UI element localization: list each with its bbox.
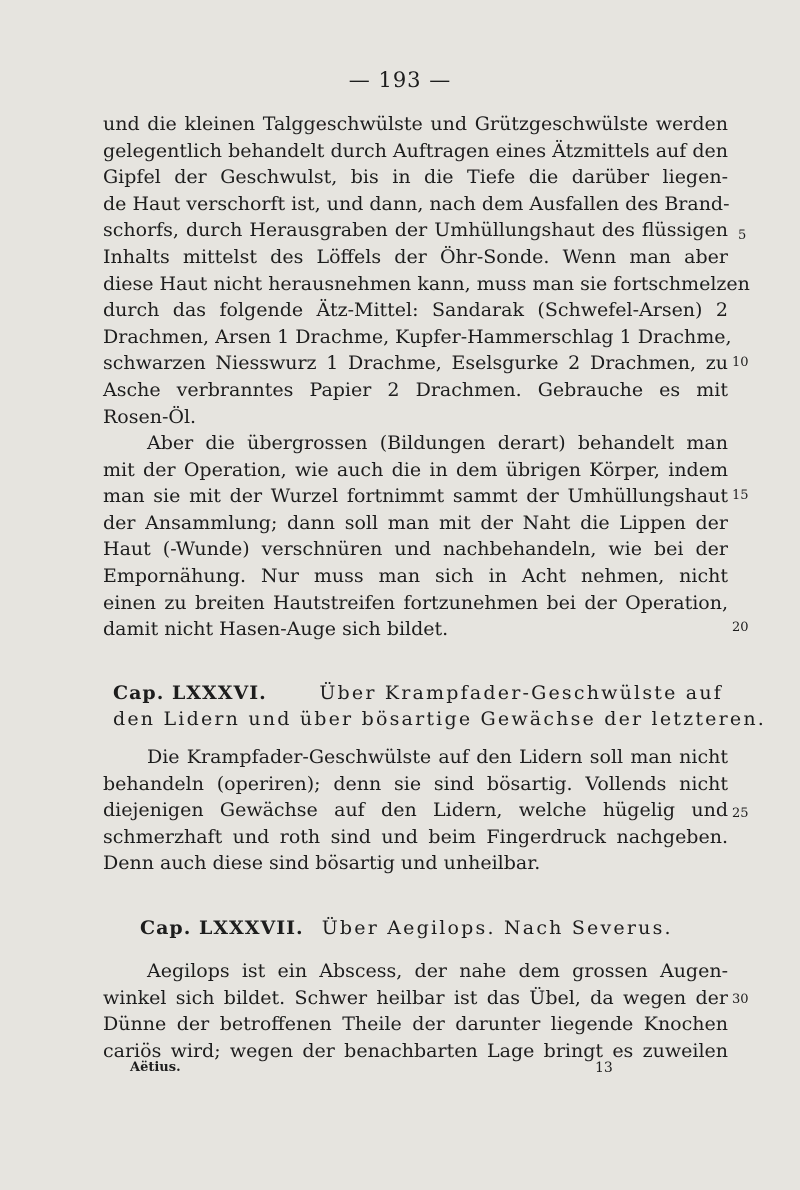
text-line: mit der Operation, wie auch die in dem übrigen Körper, indem [103, 458, 728, 481]
text-line: Rosen-Öl. [103, 405, 197, 428]
chapter-title: Über Aegilops. Nach Severus. [321, 917, 673, 939]
text-line: schwarzen Niesswurz 1 Drachme, Eselsgurke 2 Drachmen, zu [103, 352, 728, 375]
text-line: schmerzhaft und roth sind und beim Fingerdruck nachgeben. [103, 825, 728, 848]
text-line: de Haut verschorft ist, und dann, nach dem Ausfallen des Brand- [103, 192, 730, 215]
line-number: 5 [738, 228, 747, 243]
chapter-title-continued: den Lidern und über bösartige Gewächse der letzteren. [113, 708, 767, 730]
text-line: Die Krampfader-Geschwülste auf den Lidern soll man nicht [147, 746, 728, 768]
paragraph-3 [103, 744, 728, 877]
text-line: diese Haut nicht herausnehmen kann, muss man sie fortschmelzen [103, 272, 750, 295]
line-number: 15 [732, 488, 749, 503]
text-line: damit nicht Hasen-Auge sich bildet. [103, 618, 449, 641]
text-line: durch das folgende Ätz-Mittel: Sandarak (Schwefel-Arsen) 2 [103, 299, 728, 322]
text-line: Denn auch diese sind bösartig und unheilbar. [103, 852, 541, 875]
text-line: Haut (-Wunde) verschnüren und nachbehandeln, wie bei der [103, 538, 728, 561]
text-line: Empornähung. Nur muss man sich in Acht nehmen, nicht [103, 564, 728, 587]
text-line: einen zu breiten Hautstreifen fortzunehmen bei der Operation, [103, 591, 728, 614]
line-number: 30 [732, 992, 749, 1007]
text-line: behandeln (operiren); denn sie sind bösartig. Vollends nicht [103, 772, 728, 795]
text-line: man sie mit der Wurzel fortnimmt sammt der Umhüllungshaut [103, 485, 728, 508]
line-number: 25 [732, 806, 749, 821]
chapter-title: Über Krampfader-Geschwülste auf [319, 682, 723, 704]
page-number: — 193 — [348, 68, 452, 92]
text-line: Dünne der betroffenen Theile der darunter liegende Knochen [103, 1013, 728, 1036]
text-line: winkel sich bildet. Schwer heilbar ist das Übel, da wegen der [103, 986, 728, 1009]
text-line: gelegentlich behandelt durch Auftragen eines Ätzmittels auf den [103, 139, 728, 162]
paragraph-2 [103, 430, 728, 643]
line-number: 10 [732, 355, 749, 370]
text-line: der Ansammlung; dann soll man mit der Naht die Lippen der [103, 511, 728, 534]
text-line: Drachmen, Arsen 1 Drachme, Kupfer-Hammerschlag 1 Drachme, [103, 325, 732, 348]
chapter-heading-86 [113, 680, 767, 732]
text-line: und die kleinen Talggeschwülste und Grützgeschwülste werden [103, 113, 728, 135]
chapter-number: Cap. LXXXVI. [113, 682, 267, 704]
text-line: Aber die übergrossen (Bildungen derart) behandelt man [147, 432, 728, 454]
chapter-heading-87 [140, 915, 700, 941]
text-line: Gipfel der Geschwulst, bis in die Tiefe die darüber liegen- [103, 166, 728, 189]
text-line: Asche verbranntes Papier 2 Drachmen. Gebrauche es mit [103, 378, 728, 401]
text-line: Inhalts mittelst des Löffels der Öhr-Sonde. Wenn man aber [103, 245, 728, 268]
text-line: schorfs, durch Herausgraben der Umhüllungshaut des flüssigen [103, 219, 728, 242]
text-line: cariös wird; wegen der benachbarten Lage bringt es zuweilen [103, 1039, 728, 1062]
text-line: diejenigen Gewächse auf den Lidern, welche hügelig und [103, 799, 728, 822]
chapter-number: Cap. LXXXVII. [140, 917, 304, 939]
signature-number: 13 [595, 1060, 613, 1076]
footer-author: Aëtius. [130, 1060, 181, 1075]
text-line: Aegilops ist ein Abscess, der nahe dem grossen Augen- [147, 960, 728, 982]
paragraph-4 [103, 958, 728, 1064]
line-number: 20 [732, 620, 749, 635]
